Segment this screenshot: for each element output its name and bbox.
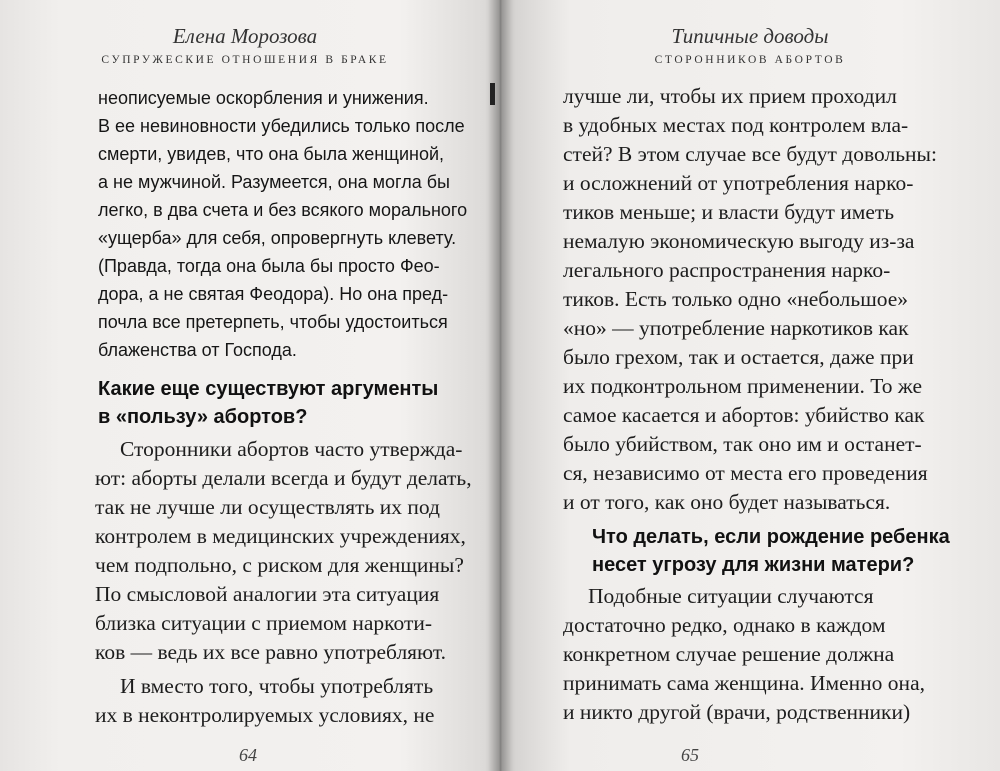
text-line: ют: аборты делали всегда и будут делать, (95, 466, 472, 490)
text-line: ся, независимо от места его проведения (563, 461, 928, 485)
section-heading-line: в «пользу» абортов? (98, 406, 308, 428)
page-number: 64 (239, 745, 257, 765)
right-running-head-subtitle: СТОРОННИКОВ АБОРТОВ (654, 54, 846, 66)
text-line: ков — ведь их все равно употребляют. (95, 640, 446, 664)
text-line: И вместо того, чтобы употреблять (120, 674, 434, 698)
text-line: и от того, как оно будет называться. (563, 490, 891, 514)
text-line: неописуемые оскорбления и унижения. (98, 88, 429, 108)
section-heading-line: Что делать, если рождение ребенка (592, 526, 950, 548)
text-line: их в неконтролируемых условиях, не (95, 703, 435, 727)
text-line: немалую экономическую выгоду из-за (563, 229, 915, 253)
right-running-head-title: Типичные доводы (671, 24, 829, 48)
text-line: стей? В этом случае все будут довольны: (563, 142, 937, 166)
text-line: самое касается и абортов: убийство как (563, 403, 925, 427)
text-line: смерти, увидев, что она была женщиной, (98, 144, 445, 164)
text-line: чем подпольно, с риском для женщины? (95, 553, 464, 577)
section-heading-line: Какие еще существуют аргументы (98, 378, 439, 400)
text-line: (Правда, тогда она была бы просто Фео- (98, 256, 440, 276)
book-gutter-shadow (488, 0, 512, 771)
text-line: и никто другой (врачи, родственники) (563, 700, 911, 724)
text-line: и осложнений от употребления нарко- (563, 171, 914, 195)
text-line: так не лучше ли осуществлять их под (95, 495, 440, 519)
text-line: Сторонники абортов часто утвержда- (120, 437, 463, 461)
text-line: По смысловой аналогии эта ситуация (95, 582, 440, 606)
left-running-head-title: Елена Морозова (172, 24, 318, 48)
text-line: контролем в медицинских учреждениях, (95, 524, 466, 548)
text-line: близка ситуации с приемом наркоти- (95, 611, 433, 635)
left-running-head-subtitle: СУПРУЖЕСКИЕ ОТНОШЕНИЯ В БРАКЕ (101, 54, 389, 66)
text-line: дора, а не святая Феодора). Но она пред- (98, 284, 449, 304)
section-heading-line: несет угрозу для жизни матери? (592, 554, 915, 576)
text-line: «ущерба» для себя, опровергнуть клевету. (98, 228, 457, 248)
text-line: легального распространения нарко- (563, 258, 891, 282)
text-line: достаточно редко, однако в каждом (563, 613, 886, 637)
text-line: легко, в два счета и без всякого морального (98, 200, 468, 220)
page-number: 65 (681, 745, 699, 765)
text-line: в удобных местах под контролем вла- (563, 113, 909, 137)
text-line: тиков меньше; и власти будут иметь (563, 200, 895, 224)
text-line: принимать сама женщина. Именно она, (563, 671, 925, 695)
bookmark-tab (490, 83, 495, 105)
text-line: Подобные ситуации случаются (588, 584, 874, 608)
text-line: тиков. Есть только одно «небольшое» (563, 287, 909, 311)
text-line: было убийством, так оно им и останет- (563, 432, 922, 456)
right-page (500, 0, 1000, 771)
text-line: их подконтрольном применении. То же (563, 374, 923, 398)
text-line: конкретном случае решение должна (563, 642, 895, 666)
text-line: почла все претерпеть, чтобы удостоиться (98, 312, 448, 332)
text-line: блаженства от Господа. (98, 340, 297, 360)
text-line: лучше ли, чтобы их прием проходил (563, 84, 897, 108)
text-line: В ее невиновности убедились только после (98, 116, 465, 136)
text-line: «но» — употребление наркотиков как (563, 316, 909, 340)
text-line: а не мужчиной. Разумеется, она могла бы (98, 172, 450, 192)
text-line: было грехом, так и остается, даже при (563, 345, 914, 369)
